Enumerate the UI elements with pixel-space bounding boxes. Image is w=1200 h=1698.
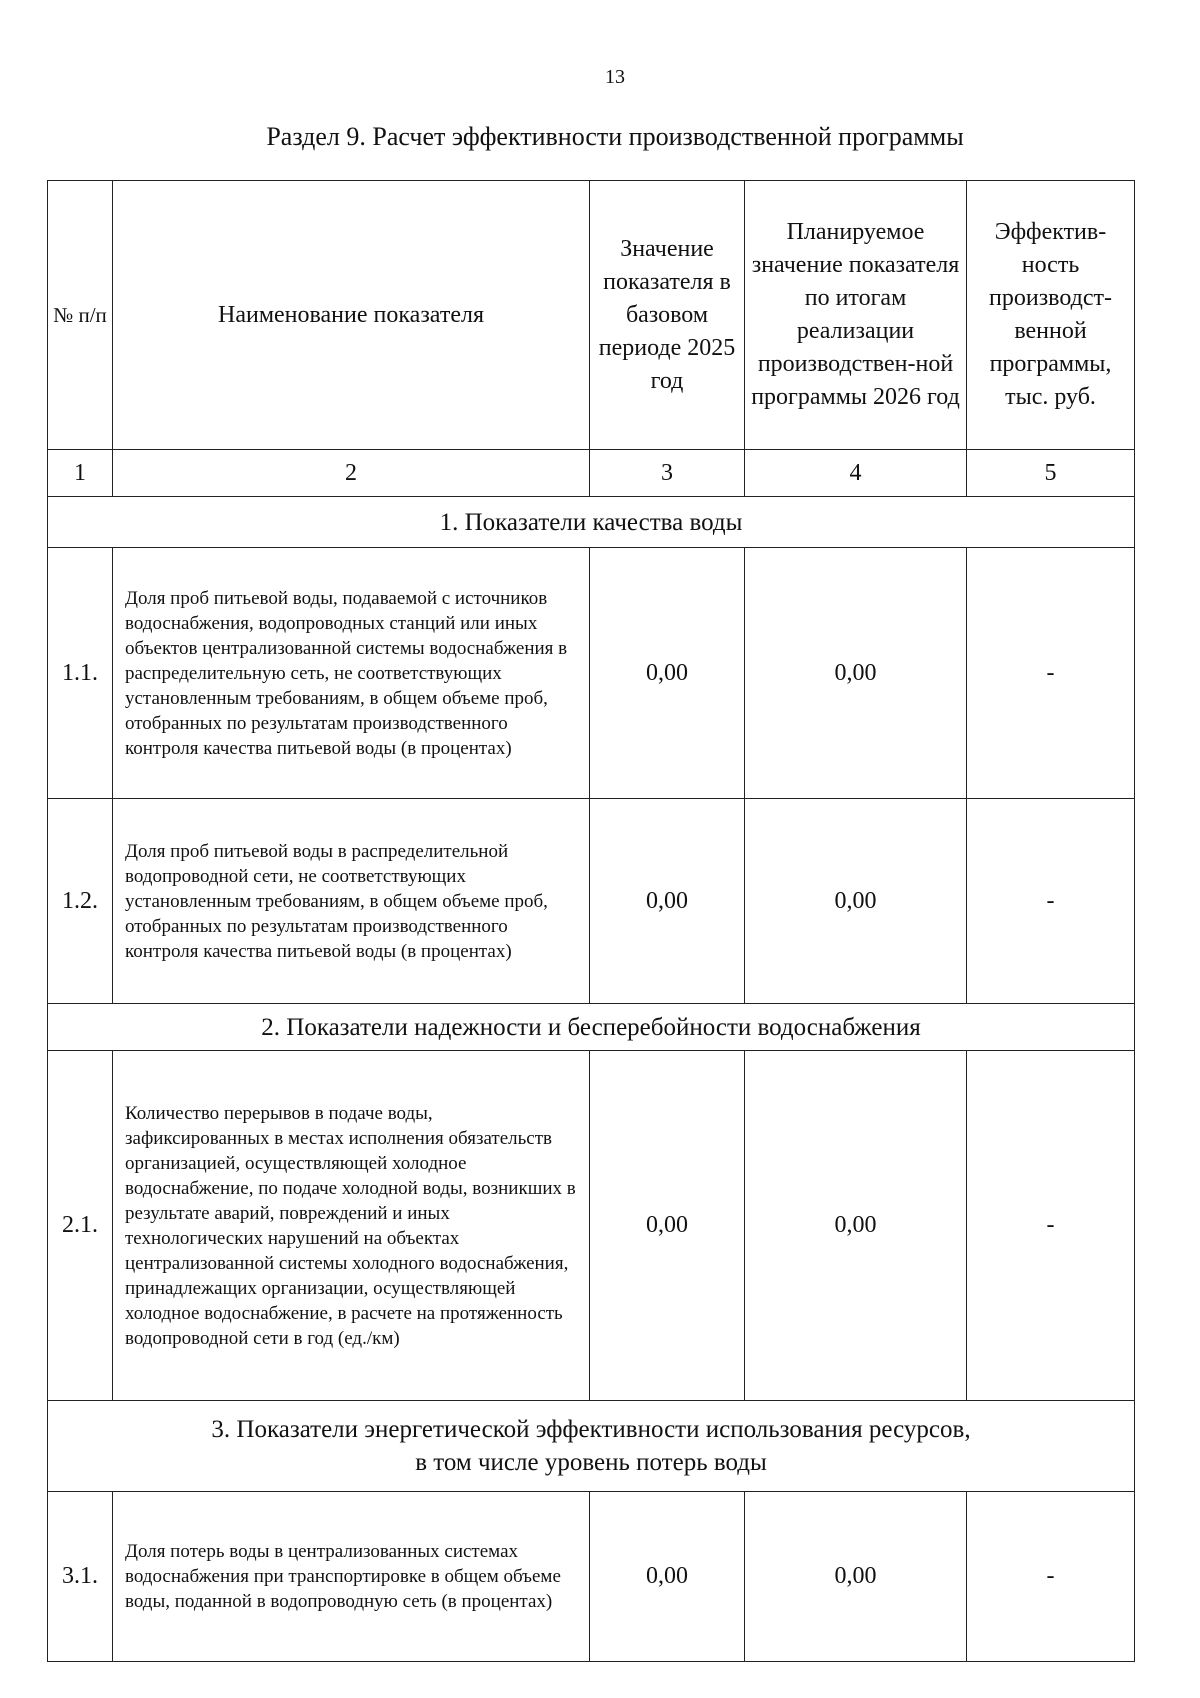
header-number: № п/п <box>48 181 113 450</box>
efficiency-value: - <box>967 548 1135 799</box>
group-title: 1. Показатели качества воды <box>48 497 1135 548</box>
group-title-line: в том числе уровень потерь воды <box>415 1449 767 1476</box>
row-number: 3.1. <box>48 1492 113 1662</box>
table-row <box>48 1051 1135 1401</box>
column-number: 5 <box>967 450 1135 497</box>
efficiency-value: - <box>967 1492 1135 1662</box>
column-number: 3 <box>590 450 745 497</box>
header-planned-value: Планируемое значение показателя по итогам реализации производствен-ной программы 2026 год <box>745 181 967 450</box>
base-value: 0,00 <box>590 548 745 799</box>
column-number: 2 <box>113 450 590 497</box>
planned-value: 0,00 <box>745 548 967 799</box>
indicator-name: Доля проб питьевой воды, подаваемой с источников водоснабжения, водопроводных станций или иных объектов централизованной системы водоснабжения в распределительную сеть, не соответствующих установленным требованиям, в общем объеме проб, отобранных по результатам производственного контроля качества питьевой воды (в процентах) <box>113 548 590 799</box>
row-number: 2.1. <box>48 1051 113 1401</box>
base-value: 0,00 <box>590 1492 745 1662</box>
efficiency-value: - <box>967 1051 1135 1401</box>
base-value: 0,00 <box>590 1051 745 1401</box>
column-number: 4 <box>745 450 967 497</box>
table-row <box>48 548 1135 799</box>
indicator-name: Доля проб питьевой воды в распределительной водопроводной сети, не соответствующих установленным требованиям, в общем объеме проб, отобранных по результатам производственного контроля качества питьевой воды (в процентах) <box>113 799 590 1004</box>
planned-value: 0,00 <box>745 1492 967 1662</box>
base-value: 0,00 <box>590 799 745 1004</box>
column-number: 1 <box>48 450 113 497</box>
header-row <box>48 181 1135 450</box>
header-indicator-name: Наименование показателя <box>113 181 590 450</box>
group-title-line: 3. Показатели энергетической эффективности использования ресурсов, <box>211 1416 971 1443</box>
section-title: Раздел 9. Расчет эффективности производственной программы <box>266 122 964 151</box>
column-numbers-row <box>48 450 1135 497</box>
efficiency-value: - <box>967 799 1135 1004</box>
group-row-reliability <box>48 1004 1135 1051</box>
group-title <box>48 1401 1135 1492</box>
row-number: 1.2. <box>48 799 113 1004</box>
group-row-water-quality <box>48 497 1135 548</box>
indicator-name: Доля потерь воды в централизованных системах водоснабжения при транспортировке в общем объеме воды, поданной в водопроводную сеть (в процентах) <box>113 1492 590 1662</box>
header-efficiency: Эффектив-ность производст-венной программы, тыс. руб. <box>967 181 1135 450</box>
efficiency-table <box>47 180 1135 1662</box>
group-row-energy-efficiency <box>48 1401 1135 1492</box>
page-number: 13 <box>605 66 625 88</box>
group-title: 2. Показатели надежности и бесперебойности водоснабжения <box>48 1004 1135 1051</box>
row-number: 1.1. <box>48 548 113 799</box>
indicator-name: Количество перерывов в подаче воды, зафиксированных в местах исполнения обязательств организацией, осуществляющей холодное водоснабжение, по подаче холодной воды, возникших в результате аварий, повреждений и иных технологических нарушений на объектах централизованной системы холодного водоснабжения, принадлежащих организации, осуществляющей холодное водоснабжение, в расчете на протяженность водопроводной сети в год (ед./км) <box>113 1051 590 1401</box>
table-row <box>48 799 1135 1004</box>
planned-value: 0,00 <box>745 799 967 1004</box>
table-row <box>48 1492 1135 1662</box>
header-base-value: Значение показателя в базовом периоде 2025 год <box>590 181 745 450</box>
planned-value: 0,00 <box>745 1051 967 1401</box>
